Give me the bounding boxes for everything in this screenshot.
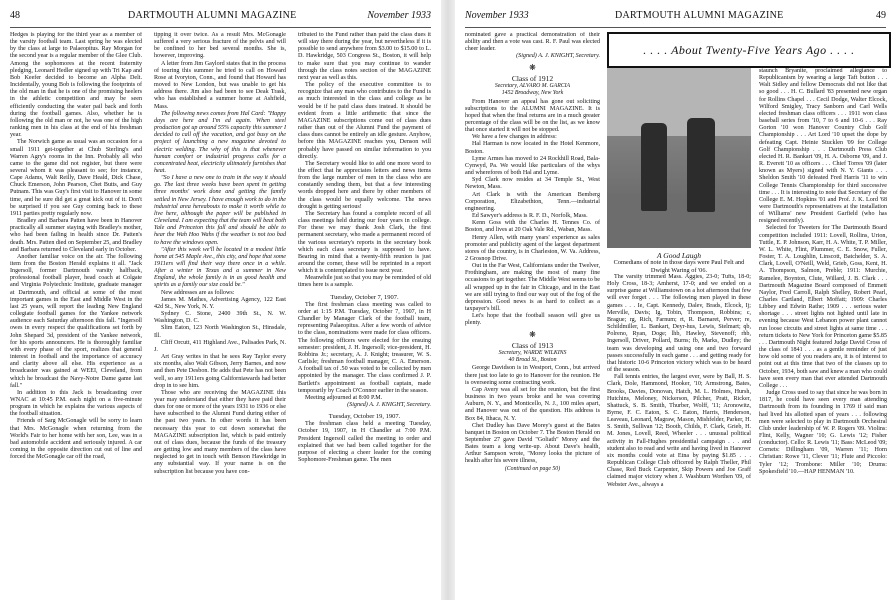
signature: (Signed) A. J. KNIGHT, Secretary. — [347, 401, 431, 408]
feature-banner: . . . . About Twenty-Five Years Ago . . . . — [607, 32, 891, 68]
page-gutter — [441, 0, 455, 600]
magazine-title: DARTMOUTH ALUMNI MAGAZINE — [128, 10, 297, 21]
photo-person-left — [641, 123, 667, 211]
paragraph: staunch Bryanite, proclaimed allegiance to Republicanism by wearing a large Taft button . . . Walt Sidley and fellow Democrats did not like that so good . . . H. C. Bullard '83 presented new organ for Rollins Chapel . . . Cecil Dodge, Walter Elcock, Wilford Smigley, Tracy Sanborn and Carl Wells elected freshman class officers . . . 1911 won class baseball series from '10, 7 to 6 and 10-6 . . . Ray Gorton '10 won Hanover Country Club Golf Championship . . . Art Lord '10 upset the dope by defeating Capt. Heinie Stucklen '09 for College Golf Championship . . . Dartmouth Press Club elected H. R. Bankart '09, H. A. Osborne '09, and J. R. Everett '10 as officers . . . Chief Torres '09 (later known as Myers) signed with N. Y. Giants . . . Sheldon Smith '10 defeated Fred Harris '11 to win College Tennis Championship for third successive time . . . It is interesting to note that Secretary of the College E. M. Hopkins '01 and Prof. J. K. Lord '68 were Dartmouth's representatives at the installation of Williams' new President Garfield (who has resigned recently). — [759, 68, 887, 225]
paragraph: The following news comes from Hal Card: "Happy days are here and I'm ed again. When steel production got up around 55% capacity this summer I decided to call off the vacation, and got busy on the project of launching a new magazine devoted to electric welding. The why of this is that whenever human comfort or industrial progress calls for a concentrated heat, electricity ultimately furnishes that heat. — [154, 110, 286, 174]
photo-sky — [607, 68, 751, 136]
paragraph: tipping it over twice. As a result Mrs. McGonagle suffered a very serious fracture of the pelvis and will be confined to her bed several months. She is, however, improving. — [154, 32, 286, 60]
magazine-title: DARTMOUTH ALUMNI MAGAZINE — [615, 10, 784, 21]
paragraph: Hedges is playing for the third year as a member of the varsity football team. Last spring he was elected by the class at large to Palaeopitus. Ray Morgan for the second year is a regular member of the Glee Club. Among the sophomores at the recent fraternity pledging, Leonard Hedler signed up with Tri Kap and Bob Keefer decided to become an Alpha Delt. Incidentally, young Bob is following the footprints of the old man in that he is one of the promising heelers in the athletic competition and may be seen efficiently conducting the water pail back and forth during the football games. Also, whether he is following the old man or not, he was one of the high ranking men in his class at the end of his freshman year. — [10, 32, 142, 139]
paragraph: "After this week we'll be located in a modest little home at 545 Maple Ave., this city, and hope that some 1911ers will find their way there once in a while. After a winter in Texas and a summer in New England, the whole family is in as good health and spirits as a family our size could be." — [154, 246, 286, 289]
paragraph: Lyme Armes has moved to 24 Rockhill Road, Bala-Cynwyd, Pa. We would like particulars of the whys and wherefores of both Hal and Lyme. — [465, 155, 600, 177]
paragraph: Friends of Sarg McGonagle will be sorry to learn that Mrs. McGonagle when returning from the World's Fair to her home with her son, Lee, was in a bad automobile accident and seriously injured. A car coming in the opposite direction cut out of line and forced the McGonagle car off the road, — [10, 418, 142, 461]
paragraph: The varsity trimmed Mass. Aggies, 23-0; Tufts, 18-0; Holy Cross, 18-3; Amherst, 17-0; and we ended on a surprise game at Williamstown on a hot afternoon that few will ever forget . . . The following men played in these games . . . Ie, Capt. Kennedy, Dalev, Brads, Elcock, Ij; Merville, Davis; Ig, Tobin, Thompson, Robbins; c, Brague; rg, Rich, Farnum; rt, R. Barnaret, Perver; re, Schildmiller, L. Bankart, Deyr-hus, Lewis, Stelmart; qb, Polreno, Ryan, Doge; lhb, Hawley, Stevenoff; rhb, Ingersoll, Driver, Pollard, Burns; fb, Marks, Dudley; the team was developing and using one and two forward passes successfully in each game . . . and getting ready for that historic 10-6 Princeton victory which was to be heard of the season. — [607, 274, 751, 374]
photo-person-right — [687, 118, 715, 212]
photo-caption-title: A Good Laugh — [656, 251, 702, 260]
paragraph: George Davidson is in Westport, Conn., but arrived there just too late to go to Hanover for the reunion. He is overseeing some contracting work. — [465, 365, 600, 386]
minutes-date-heading: Tuesday, October 7, 1907. — [330, 293, 399, 301]
paragraph: Let's hope that the football season will give us plenty. — [465, 313, 600, 327]
class-heading: Class of 1913 — [511, 340, 554, 350]
signature: (Signed) A. J. KNIGHT, Secretary. — [516, 53, 600, 60]
address-line: Sydney C. Stone, 2400 39th St., N. W. Washington, D. C. — [154, 311, 286, 325]
paragraph: Ed Sawyer's address is R. F. D., Norfolk, Mass. — [472, 213, 588, 220]
right-column-1 — [465, 32, 600, 594]
paragraph: Another familiar voice on the air. The following item from the Boston Herald explains it all. "Jack Ingersoll, former Dartmouth varsity halfback, professional football player, head coach at Colgate and Virginia Polytechnic Institute, graduate manager at Dartmouth, and official at some of the most important games in the East and Middle West in the last 25 years, will report the leading New England collegiate football games for the Yankee network audience each Saturday afternoon this fall. "Ingersoll owes in every respect the qualifications set forth by John Shepard 3d, president of the Yankee network, for his sports announcers. He is thoroughly familiar with every phase of the sport, realizes that general interest in football and the importance of accuracy and clarity above all else. His experience as a broadcaster was gained at WEEI, Cleveland, from which he broadcast the Navy-Notre Dame game last fall." — [10, 253, 142, 389]
paragraph: In addition to this Jack is broadcasting over WNAC at 10:45 P.M. each night on a five-minute program in which he explains the various aspects of the football situation. — [10, 389, 142, 418]
paragraph: tributed to the Fund rather than paid the class dues it will stay there during the year, but nevertheless if it is possible to send anywhere from $3.00 to $15.00 to L. D. Hawkridge, 503 Congress St., Boston, it will help to make sure that you may continue to wander through the class notes section of the MAGAZINE next year as well as this. — [298, 32, 431, 81]
paragraph: New addresses are as follows: — [161, 289, 235, 296]
right-page-header — [465, 10, 886, 24]
paragraph: Selected for Tweeters for The Dartmouth Board competition included 1911: Lovell, Rollins, Urion, Tuttle, E. P. Johnson, Karr, H. A. White, T. P. Miller, W. L. White, Flint, Plummer, C. E. Snow, Fuller, Foster, T. A. Loughlin, Linscott, Batchelder, S. A. Clark, Lovell, O'Neill, Weld, Grieb, Goss, Kent, H. A. Thompson, Salmon, Preble; 1911: Murchie, Ramelee, Boynton, Clute, Willard, J. B. Clark . . . Dartmouth Magazine Board composed of Emmett Naylor, Fred Carroll, Ralph Shelley, Robert Pearl, Charles Cartland, Elbert Moffatt; 1909: Charles Libbey and Edwin Rathe; 1909 . . . serious water shortage . . . street lights not lighted until late in evening because West Lebanon power plant cannot run loose circuits and street lights at same time . . . return tickets to New York for Princeton game $5.85 . . . Dartmouth Night featured Judge David Cross of the class of 1841 . . . as a gentle reminder of just how old some of you readers are, it is of interest to point out at this time that two of the classes up to October, 1934, both saw and knew a man who could have seen every man that ever attended Dartmouth College . . . — [759, 225, 887, 389]
paragraph: The Secretary has found a complete record of all class meetings held during our four years in college. For these we may thank Josh Clark, the first permanent secretary, who made a permanent record of the various secretary's reports in the secretary book which each class secretary is supposed to have. Bearing in mind that a twenty-fifth reunion is just around the corner, these will be reprinted in a report which it is contemplated to issue next year. — [298, 210, 431, 275]
paragraph: Hal Harman is now located in the Hotel Kenmore, Boston. — [465, 141, 600, 155]
paragraph: Art Gray writes in that he sees Ray Taylor every six months, also Walt Gibson, Jerry Barnes, and now and then Pete Desbon. He adds that Pete has not been well, so any 1911ers going Californiawards had better drop in to see him. — [154, 354, 286, 389]
photo-caption — [607, 252, 751, 274]
paragraph: Kenn Goss with the Charles H. Tennes Co. of Boston, and lives at 20 Oak Vale Rd., Waban, Mass. — [465, 220, 600, 234]
right-column-3 — [759, 68, 887, 594]
issue-date: November 1933 — [465, 10, 529, 21]
paragraph: The freshman class held a meeting Tuesday, October 19, 1907, in H Chandler at 7:00 P.M. President Ingersoll called the meeting to order and explained that we had been called together for the purpose of electing a cheer leader for the coming Sophomore-Freshman game. The men — [298, 421, 431, 464]
page-number: 49 — [876, 10, 886, 21]
left-column-1 — [10, 32, 142, 594]
address-line: James M. Mathes, Advertising Agency, 122 East 42d St., New York, N. Y. — [154, 296, 286, 310]
class-secretary: Secretary, ALVARO M. GARCIA — [494, 82, 571, 89]
paragraph: We have a few changes in address: — [472, 134, 557, 141]
paragraph: Cap Avery was all set for the reunion, but the first business in two years broke and he was covering Auburn, N. Y., and Monticello, N. J., 100 miles apart, and Hanover was out of the question. His address is Box 84, Ithaca, N. Y. — [465, 386, 600, 422]
left-column-3 — [298, 32, 431, 594]
address-line: Cliff Orcutt, 411 Highland Ave., Palisades Park, N. J. — [154, 339, 286, 353]
issue-date: November 1933 — [367, 10, 431, 21]
paragraph: The Secretary would like to add one more word to the effect that he appreciates letters and news items from the large number of men in the class who are constantly sending them, but that a few interesting words dropped here and there by other members of the class would be equally welcome. The news drought is getting serious! — [298, 160, 431, 210]
paragraph: Meanwhile just so that you may be reminded of old times here is a sample. — [298, 275, 431, 289]
paragraph: Out in the Far West, Californians under the Twelver, Frothingham, are making the most of many fine occasions to get together. The Middle West seems to be all wrapped up in the fair in Chicago, and in the East we are still trying to find our way out of the fog of the depression. Good news is as hard to collect as a taxpayer's bill. — [465, 263, 600, 313]
photo-ground — [607, 194, 751, 248]
photo-caption-text: Comedians of note in those days were Paul Felt and Dwight Waring of '06. — [613, 259, 745, 274]
class-heading: Class of 1912 — [511, 73, 554, 83]
photo-a-good-laugh — [607, 68, 751, 248]
right-page — [455, 0, 896, 600]
minutes-date-heading: Tuesday, October 19, 1907. — [328, 413, 401, 421]
address-line: Slim Eaton, 123 North Washington St., Hinsdale, Ill. — [154, 325, 286, 339]
header-rule — [10, 27, 431, 28]
paragraph: Syd Clark now resides at 34 Temple St., West Newton, Mass. — [465, 177, 600, 191]
paragraph: Judge Cross used to say that since he was born in 1817, he could have seen every man attending Dartmouth from its founding in 1769 if said man had lived his allotted span of years . . . following men were selected to play in Dartmouth Orchestral Club under leadership of W. P. Rogers '09. Violins: Flint, Kelly, Wagner '10; G. Lewis '12; Fisher (conductor). Cello: R. Lewis '11; Bass: McLeod '09; Cornets: Dillingham '09, Warren '11; Horn Christian: Rowe '11, Clever '11; Flute and Piccolo: Tyler '12; Trombone: Miller '10; Drums: Spokesfield '10.—HAP HENMAN '10. — [759, 390, 887, 475]
section-ornament: ❋ — [529, 62, 536, 72]
paragraph: "So I have a new one to train in the way it should go. The last three weeks have been spent in getting three months' work done and getting the family settled in New Jersey. I have enough work to do in the industrial area hereabouts to make it worth while to live here, although the paper will be published in Cleveland. I am expecting that the team will beat both Yale and Princeton this fall and should be able to hear the Wah Hoo Wahs if the weather is not too bad to have the windows open. — [154, 175, 286, 246]
paragraph: Meeting adjourned at 8:00 P.M. — [305, 394, 383, 401]
left-column-2 — [154, 32, 286, 594]
page-number: 48 — [10, 10, 20, 21]
continued-note: (Continued on page 50) — [504, 465, 561, 472]
class-secretary: Secretary, WARDE WILKINS — [498, 349, 567, 356]
class-address: 40 Broad St., Boston — [508, 356, 557, 363]
paragraph: A letter from Jim Gaylord states that in the process of touring this summer he tried to call on Howard Rose at Ivoryton, Conn., and found that Howard has moved to New London, but was unable to get his address there. Jim also had been to see Deak Trask, who has established a summer home at Ashfield, Mass. — [154, 60, 286, 110]
paragraph: The Norwich game as usual was an occasion for a small 1911 get-together at Chub Sterling's and Warren Agry's rooms in the Inn. Probably all who came to the game did not register, but there were several whom it was pleasant to see; for instance, Cape Adams, Walt Reilly, Dave Heald, Dick Chase, Chuck Emerson, John Pearson, Chet Butts, and Guy Putnam. This was Guy's first visit to Hanover in some time, and he sure did get a great kick out of it. Don't be surprised if you see Guy coming back to these 1911 parties pretty regularly now. — [10, 139, 142, 217]
paragraph: Henry Allen, with many years' experience as sales promoter and publicity agent of the largest department stores of the country, is in Charleston, W. Va. Address, 2 Grosnop Drive. — [465, 234, 600, 262]
paragraph: The policy of the executive committee is to recognize that any man who contributes to the Fund is as much interested in the class and college as he would be if he paid class dues instead. It should be evident from a little arithmetic that since the MAGAZINE subscriptions come out of class dues rather than out of the Alumni Fund the payment of class dues cannot be entirely an idle gesture. Anyhow, before this MAGAZINE reaches you, Denson will probably have passed on similar information to you directly. — [298, 82, 431, 160]
header-rule — [465, 27, 886, 28]
paragraph: nominated gave a practical demonstration of their ability and then a vote was cast. R. F. Paul was elected cheer leader. — [465, 32, 600, 53]
left-page — [0, 0, 441, 600]
paragraph: From Hanover an appeal has gone out soliciting subscriptions to the ALUMNI MAGAZINE. It is hoped that when the final returns are in a much greater percentage of the class will be on the list, as we know that once started it will not be stopped. — [465, 98, 600, 134]
paragraph: Those who are receiving the MAGAZINE this year may understand that either they have paid their dues for one or more of the years 1931 to 1936 or else have subscribed to the Alumni Fund during either of the past two years. In other words it has been necessary this year to cut down somewhat the MAGAZINE subscription list, which is paid entirely out of class dues, because the funds of the treasury are getting low and many members of the class have neglected to get in touch with Benson Hawkridge in any substantial way. If your name is on the subscription list because you have con- — [154, 389, 286, 475]
class-address: 1452 Broadway, New York — [501, 89, 564, 96]
paragraph: Fall tennis entries, the largest ever, were by Ball, H. S. Clark, Dole, Hammond, Hooker, '10; Armstrong, Bates, Brooks, Davies, Donovan, Hatch, M. L. Holmes, Hursh, Hutchins, Meloney, Nickerson, Pilcher, Pratt, Ricker, Shattuck, S. B. Smith, Thurber, Wolff, '11; Aronowitz, Byrne, F. C. Eaton, S. C. Eaton, Harris, Henderson, Leaveau, Leonard, Magraw, Mason, Mishfelder, Parker, H. S. Smith, Sullivan '12; Booth, Childs, F. Clark, Grieb, H. M. Jones, Lovell, Reed, Wheeler . . . unusual political activity in Fall-Hughes presidential campaign . . . and student also to read and write and having lived in Hanover six months could vote at Etna by paying $1.85 . . . Republican College Club officered by Ralph Theller, Phil Chase, Red Buck Carpenter, Skip Powers and Joe Graff claimed major victory when J. Washburn Worthen '09, of Webster Ave., always a — [607, 374, 751, 488]
paragraph: Chet Dudley has Dave Morey's guest at the Bates banquet in Boston on October 7. The Boston Herald on September 27 gave David "Goliath" Morey and the Bates team a long write-up. About Dave's health, Arthur Sampson wrote, "Morey looks the picture of health after his severe illness, — [465, 422, 600, 465]
paragraph: Bradley and Barbara Patten have been in Hanover practically all summer staying with Bradley's mother, who had been failing in health since Dr. Patten's death. Mrs. Patten died on September 25, and Bradley and Barbara returned to Cleveland early in October. — [10, 218, 142, 253]
section-ornament: ❋ — [529, 329, 536, 339]
right-column-2 — [607, 274, 751, 594]
paragraph: The first freshman class meeting was called to order at 1:15 P.M. Tuesday, October 7, 1907, in H Chandler by Manager Clark of the football team, representing Palaeopitus. After a few words of advice to the class, nominations were made for class officers. The following officers were elected for the ensuing semester: president, J. H. Ingersoll; vice-president, H. Robbins Jr.; secretary, A. J. Knight; treasurer, W. S. Carlisle; freshman football manager, C. A. Emerson. A football tax of .50 was voted to be collected by men appointed by the manager. The class confirmed J. P. Bartlett's appointment as football captain, made temporarily by Coach O'Connor earlier in the season. — [298, 301, 431, 394]
paragraph: Art Clark is with the American Bemberg Corporation, Elizabethton, Tenn.—industrial engineering. — [465, 191, 600, 212]
left-page-header — [10, 10, 431, 24]
